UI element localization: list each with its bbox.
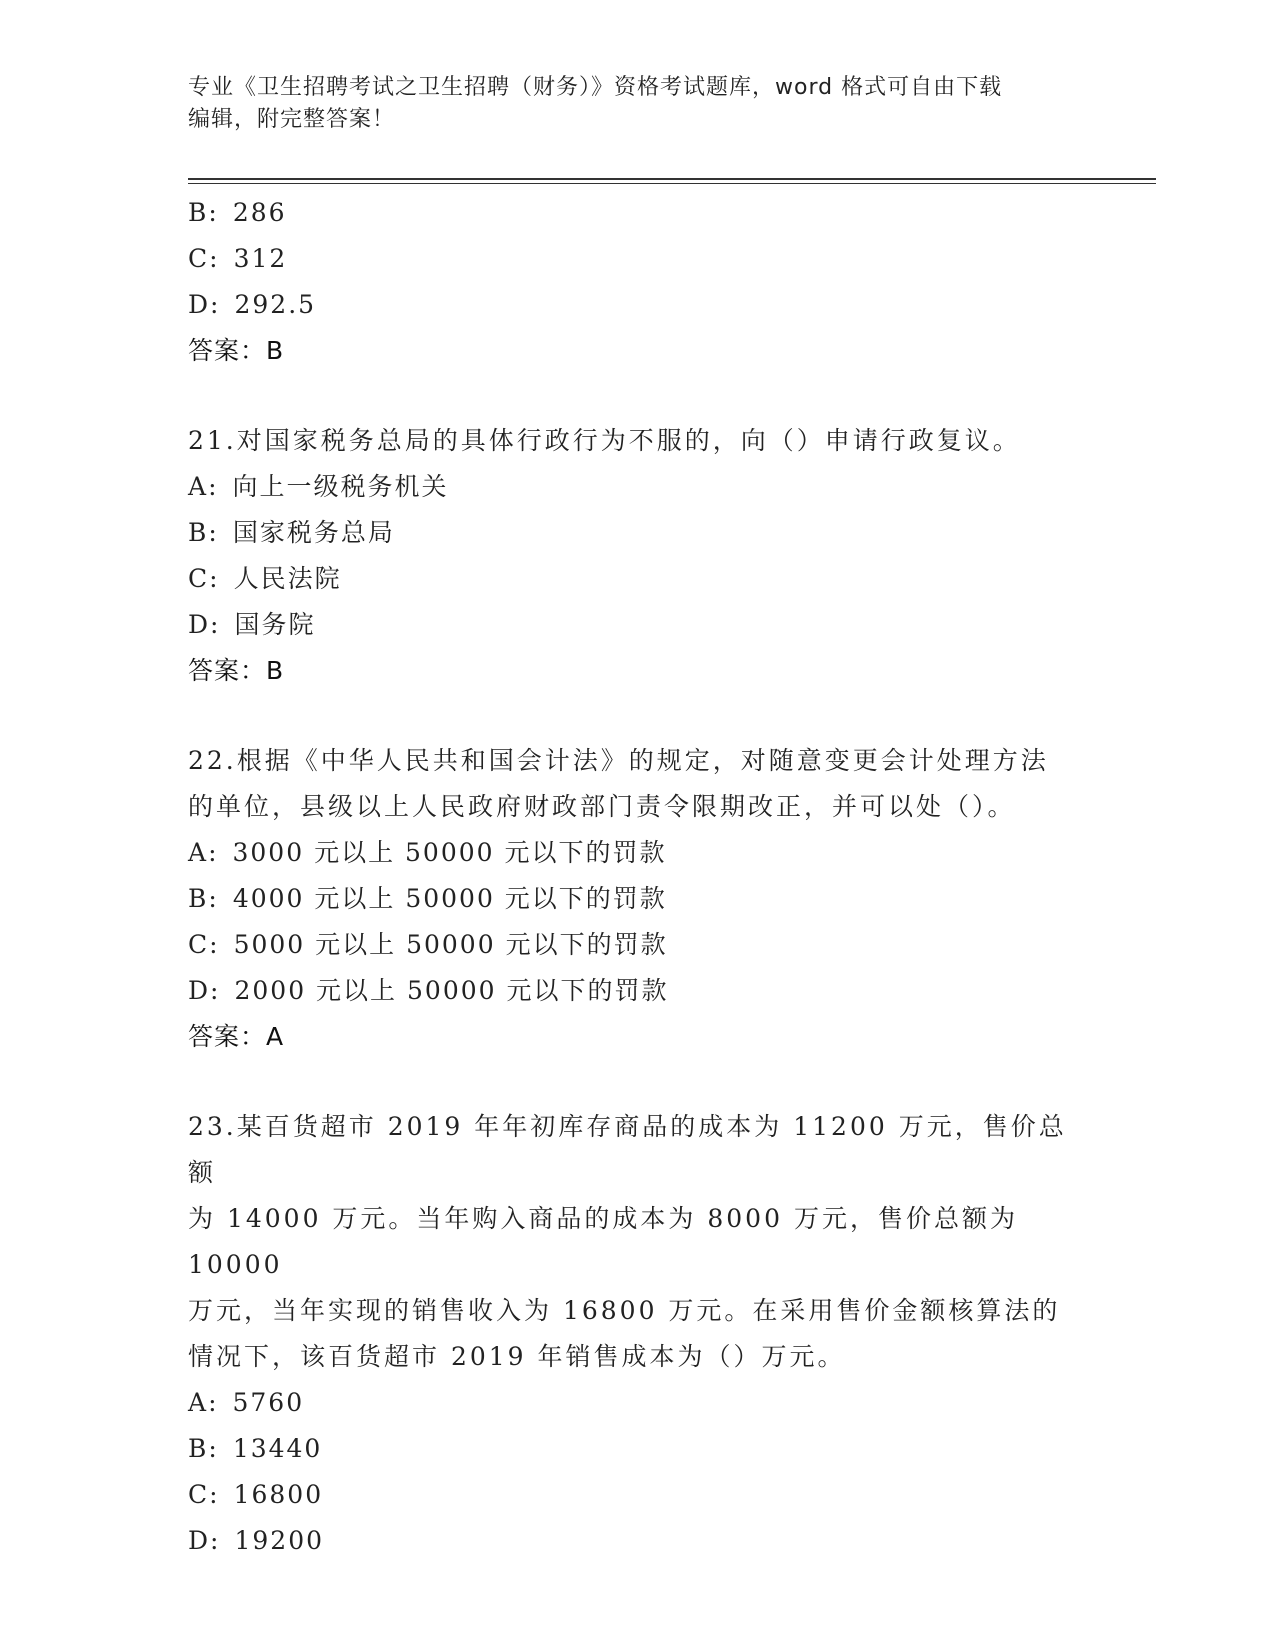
option-colon: : (208, 518, 219, 547)
option-letter: B (188, 1434, 209, 1463)
option-text: 312 (233, 244, 288, 273)
question-stem-line: 情况下，该百货超市 2019 年销售成本为（）万元。 (188, 1342, 846, 1371)
option-colon: : (208, 1388, 219, 1417)
question-stem-line: 22.根据《中华人民共和国会计法》的规定，对随意变更会计处理方法 (188, 746, 1049, 775)
option-letter: B (188, 884, 209, 913)
option-c (188, 236, 1088, 282)
option-letter: D (188, 610, 211, 639)
header-line-1: 专业《卫生招聘考试之卫生招聘（财务）》资格考试题库，word 格式可自由下载 (188, 75, 1003, 100)
header-divider-thin (188, 183, 1156, 184)
prev-question (188, 190, 1088, 374)
option-b (188, 190, 1088, 236)
option-text: 4000 元以上 50000 元以下的罚款 (232, 884, 667, 913)
option-b (188, 876, 1088, 922)
option-letter: A (188, 838, 209, 867)
question-stem-line: 为 14000 万元。当年购入商品的成本为 8000 万元，售价总额为 10000 (188, 1204, 1018, 1279)
option-colon: : (209, 1480, 220, 1509)
option-letter: A (188, 472, 209, 501)
question-21 (188, 418, 1088, 694)
option-text: 292.5 (234, 290, 317, 319)
document-header (188, 72, 1068, 136)
option-text: 5760 (232, 1388, 305, 1417)
question-stem-line: 的单位，县级以上人民政府财政部门责令限期改正，并可以处（）。 (188, 792, 1016, 821)
question-list (188, 190, 1088, 1564)
answer-line: 答案：B (188, 656, 285, 685)
option-colon: : (209, 930, 220, 959)
option-text: 人民法院 (233, 564, 342, 593)
option-b (188, 510, 1088, 556)
question-stem-line: 万元，当年实现的销售收入为 16800 万元。在采用售价金额核算法的 (188, 1296, 1061, 1325)
option-text: 19200 (234, 1526, 325, 1555)
option-letter: D (188, 1526, 211, 1555)
option-text: 5000 元以上 50000 元以下的罚款 (233, 930, 668, 959)
option-text: 2000 元以上 50000 元以下的罚款 (234, 976, 669, 1005)
option-d (188, 282, 1088, 328)
option-text: 国家税务总局 (232, 518, 395, 547)
option-letter: D (188, 976, 211, 1005)
question-22 (188, 738, 1088, 1060)
option-letter: C (188, 564, 210, 593)
option-text: 向上一级税务机关 (232, 472, 449, 501)
option-colon: : (210, 610, 221, 639)
option-a (188, 830, 1088, 876)
option-colon: : (209, 564, 220, 593)
question-23 (188, 1104, 1088, 1564)
option-d (188, 602, 1088, 648)
option-colon: : (208, 472, 219, 501)
spacer (188, 374, 1088, 418)
option-d (188, 1518, 1088, 1564)
option-d (188, 968, 1088, 1014)
spacer (188, 694, 1088, 738)
option-text: 国务院 (234, 610, 316, 639)
option-colon: : (210, 1526, 221, 1555)
option-letter: A (188, 1388, 209, 1417)
option-letter: C (188, 930, 210, 959)
option-letter: D (188, 290, 211, 319)
option-letter: C (188, 244, 210, 273)
option-text: 16800 (233, 1480, 324, 1509)
option-letter: C (188, 1480, 210, 1509)
answer-line: 答案：B (188, 336, 285, 365)
option-letter: B (188, 198, 209, 227)
answer-line: 答案：A (188, 1022, 285, 1051)
option-colon: : (210, 290, 221, 319)
option-colon: : (208, 1434, 219, 1463)
option-colon: : (208, 838, 219, 867)
option-c (188, 922, 1088, 968)
option-c (188, 1472, 1088, 1518)
option-letter: B (188, 518, 209, 547)
header-divider-thick (188, 178, 1156, 180)
option-colon: : (208, 884, 219, 913)
option-b (188, 1426, 1088, 1472)
option-colon: : (208, 198, 219, 227)
spacer (188, 1060, 1088, 1104)
option-a (188, 464, 1088, 510)
option-text: 13440 (232, 1434, 323, 1463)
question-stem-line: 23.某百货超市 2019 年年初库存商品的成本为 11200 万元，售价总额 (188, 1112, 1067, 1187)
option-a (188, 1380, 1088, 1426)
option-c (188, 556, 1088, 602)
option-text: 3000 元以上 50000 元以下的罚款 (232, 838, 667, 867)
header-line-2: 编辑，附完整答案！ (188, 107, 396, 132)
option-text: 286 (232, 198, 287, 227)
option-colon: : (209, 244, 220, 273)
question-stem: 21.对国家税务总局的具体行政行为不服的，向（）申请行政复议。 (188, 426, 1021, 455)
option-colon: : (210, 976, 221, 1005)
